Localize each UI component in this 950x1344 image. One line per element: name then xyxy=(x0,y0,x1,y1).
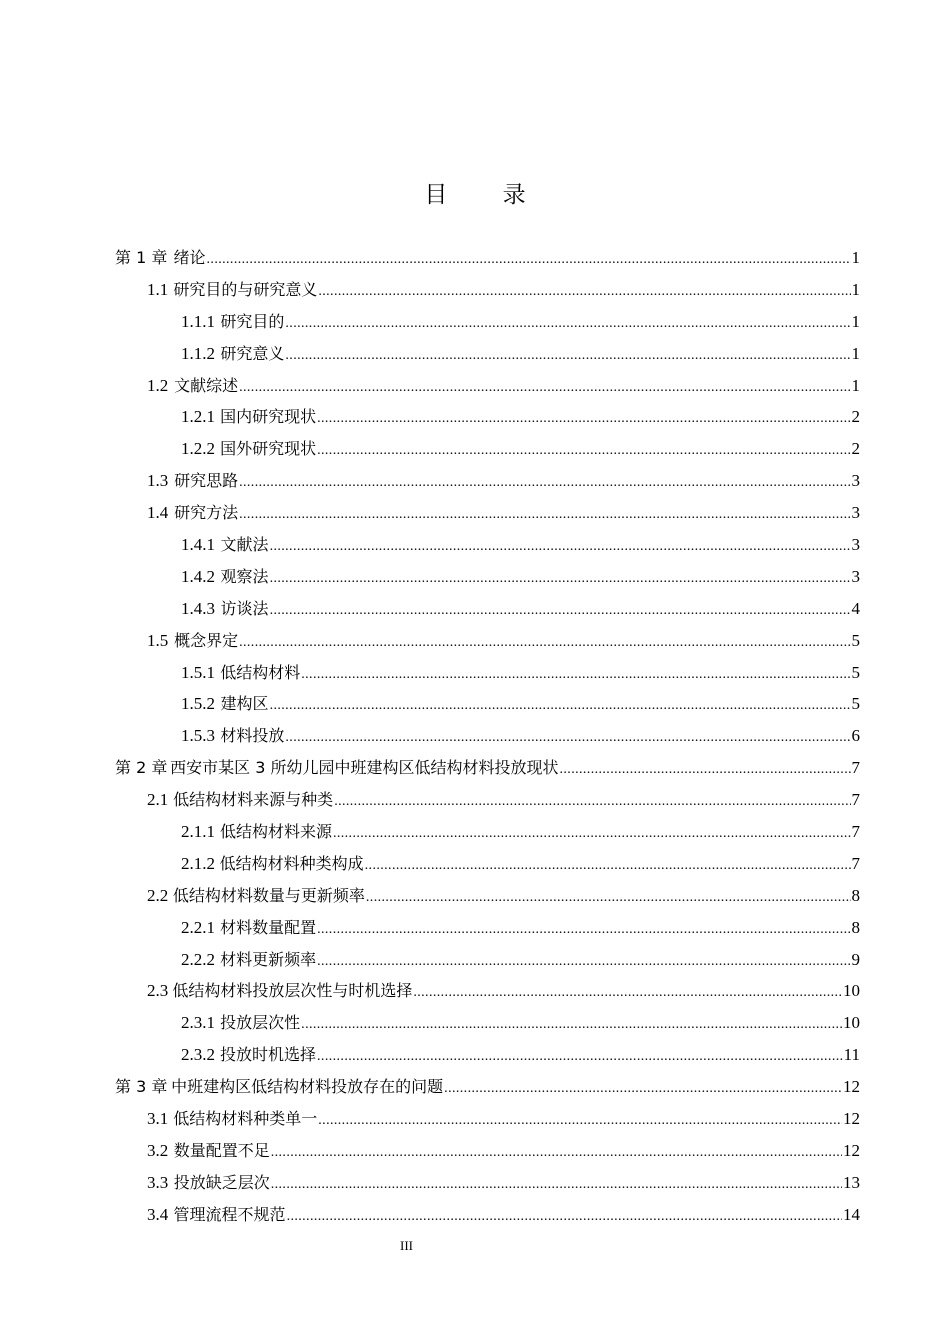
toc-entry-title: 研究目的 xyxy=(220,311,285,331)
toc-dot-leader xyxy=(366,890,851,906)
toc-entry[interactable] xyxy=(115,404,860,436)
toc-dot-leader xyxy=(285,348,850,364)
toc-entry-page: 4 xyxy=(851,598,860,618)
toc-entry-page: 3 xyxy=(851,535,860,555)
page-number: III xyxy=(400,1238,413,1253)
toc-dot-leader xyxy=(365,858,851,874)
toc-entry-number: 1.1 xyxy=(147,279,169,299)
toc-entry[interactable] xyxy=(115,660,860,692)
toc-entry[interactable] xyxy=(115,723,860,755)
toc-entry-page: 1 xyxy=(851,311,860,331)
toc-entry-page: 10 xyxy=(843,1013,860,1033)
toc-dot-leader xyxy=(318,284,850,300)
toc-entry-number: 第 1 章 xyxy=(115,248,168,267)
toc-entry-page: 1 xyxy=(851,248,860,267)
toc-entry[interactable] xyxy=(115,851,860,883)
toc-entry-title: 国外研究现状 xyxy=(220,439,317,459)
toc-dot-leader xyxy=(285,316,850,332)
toc-entry-number: 1.4.1 xyxy=(181,535,215,555)
toc-entry-number: 3.3 xyxy=(147,1172,169,1192)
toc-dot-leader xyxy=(270,539,851,555)
toc-dot-leader xyxy=(285,730,850,746)
toc-entry[interactable] xyxy=(115,468,860,500)
toc-entry-title: 文献法 xyxy=(220,535,269,555)
toc-entry-page: 3 xyxy=(851,566,860,586)
toc-entry-title: 材料更新频率 xyxy=(220,949,317,969)
toc-entry-number: 1.3 xyxy=(147,471,169,491)
toc-entry-title: 研究思路 xyxy=(174,471,239,491)
toc-dot-leader xyxy=(317,922,850,938)
toc-entry-title: 材料数量配置 xyxy=(220,917,317,937)
toc-entry-page: 13 xyxy=(843,1172,860,1192)
toc-dot-leader xyxy=(239,635,850,651)
toc-entry-number: 3.4 xyxy=(147,1204,169,1224)
toc-entry-number: 1.2.1 xyxy=(181,407,215,427)
toc-entry-number: 第 2 章 xyxy=(115,758,168,778)
toc-entry-title: 低结构材料来源与种类 xyxy=(173,790,334,810)
toc-entry-title: 低结构材料种类单一 xyxy=(173,1109,318,1129)
toc-entry-number: 1.5.3 xyxy=(181,726,215,746)
toc-dot-leader xyxy=(271,1145,842,1161)
toc-entry[interactable] xyxy=(115,1042,860,1074)
toc-entry-title: 访谈法 xyxy=(220,598,269,618)
toc-entry[interactable] xyxy=(115,787,860,819)
toc-entry-number: 1.2 xyxy=(147,375,169,395)
toc-dot-leader xyxy=(317,1049,843,1065)
toc-entry-title: 中班建构区低结构材料投放存在的问题 xyxy=(171,1077,444,1097)
toc-entry-title: 投放层次性 xyxy=(220,1013,301,1033)
toc-entry-title: 研究方法 xyxy=(174,503,239,523)
toc-entry-number: 1.5 xyxy=(147,630,169,650)
toc-entry[interactable] xyxy=(115,341,860,373)
toc-entry-title: 研究意义 xyxy=(220,343,285,363)
toc-entry-number: 1.1.2 xyxy=(181,343,215,363)
toc-entry[interactable] xyxy=(115,532,860,564)
toc-entry-page: 12 xyxy=(843,1140,860,1160)
toc-entry-page: 8 xyxy=(851,885,860,905)
toc-entry[interactable] xyxy=(115,1106,860,1138)
toc-entry[interactable] xyxy=(115,1138,860,1170)
toc-entry-number: 2.2.2 xyxy=(181,949,215,969)
toc-entry-number: 2.3.1 xyxy=(181,1013,215,1033)
toc-entry-number: 第 3 章 xyxy=(115,1077,168,1097)
toc-entry-page: 7 xyxy=(851,853,860,873)
toc-entry[interactable] xyxy=(115,819,860,851)
toc-entry[interactable] xyxy=(115,915,860,947)
toc-dot-leader xyxy=(444,1081,842,1097)
toc-entry[interactable] xyxy=(115,1010,860,1042)
toc-dot-leader xyxy=(413,985,842,1001)
toc-entry-number: 3.2 xyxy=(147,1140,169,1160)
toc-dot-leader xyxy=(301,667,850,683)
toc-entry-title: 概念界定 xyxy=(174,630,239,650)
toc-entry-number: 1.5.2 xyxy=(181,694,215,714)
toc-entry[interactable] xyxy=(115,373,860,405)
toc-entry-page: 5 xyxy=(851,630,860,650)
toc-entry[interactable] xyxy=(115,691,860,723)
toc-entry-title: 低结构材料来源 xyxy=(219,822,332,842)
toc-entry-page: 12 xyxy=(843,1109,860,1129)
toc-entry-page: 2 xyxy=(851,407,860,427)
toc-dot-leader xyxy=(317,443,850,459)
toc-entry-page: 3 xyxy=(851,503,860,523)
toc-entry-page: 7 xyxy=(851,790,860,810)
toc-entry-title: 低结构材料种类构成 xyxy=(219,853,364,873)
toc-entry-title: 文献综述 xyxy=(174,375,239,395)
toc-dot-leader xyxy=(334,794,850,810)
toc-entry-number: 1.4.2 xyxy=(181,566,215,586)
toc-entry-title: 建构区 xyxy=(220,694,269,714)
toc-entry-title: 投放缺乏层次 xyxy=(173,1172,270,1192)
toc-entry-page: 8 xyxy=(851,917,860,937)
toc-entry[interactable] xyxy=(115,309,860,341)
toc-entry[interactable] xyxy=(115,564,860,596)
toc-entry-title: 观察法 xyxy=(220,566,269,586)
toc-entry-title: 材料投放 xyxy=(220,726,285,746)
toc-entry[interactable] xyxy=(115,947,860,979)
toc-entry-page: 6 xyxy=(851,726,860,746)
toc-entry[interactable] xyxy=(115,436,860,468)
toc-entry-number: 2.1.2 xyxy=(181,853,215,873)
toc-entry[interactable] xyxy=(115,1170,860,1202)
toc-dot-leader xyxy=(317,411,850,427)
toc-entry-title: 绪论 xyxy=(173,248,206,267)
toc-entry-page: 1 xyxy=(851,279,860,299)
toc-entry[interactable] xyxy=(115,978,860,1010)
toc-entry[interactable] xyxy=(115,500,860,532)
toc-dot-leader xyxy=(270,603,851,619)
toc-entry-title: 国内研究现状 xyxy=(220,407,317,427)
toc-entry-page: 9 xyxy=(851,949,860,969)
toc-entry[interactable] xyxy=(115,1202,860,1234)
toc-entry-page: 5 xyxy=(851,694,860,714)
toc-entry-number: 3.1 xyxy=(147,1109,169,1129)
toc-entry-page: 5 xyxy=(851,662,860,682)
toc-entry-number: 1.4.3 xyxy=(181,598,215,618)
toc-dot-leader xyxy=(239,507,850,523)
toc-entry[interactable] xyxy=(115,1074,860,1106)
toc-entry-number: 1.4 xyxy=(147,503,169,523)
toc-entry-number: 1.5.1 xyxy=(181,662,215,682)
toc-entry[interactable] xyxy=(115,596,860,628)
toc-entry-page: 2 xyxy=(851,439,860,459)
toc-dot-leader xyxy=(333,826,851,842)
toc-entry-number: 1.1.1 xyxy=(181,311,215,331)
toc-entry-title: 低结构材料数量与更新频率 xyxy=(172,885,365,905)
toc-entry-page: 10 xyxy=(843,981,860,1001)
toc-dot-leader xyxy=(270,571,851,587)
toc-entry-number: 2.3 xyxy=(147,981,169,1001)
table-of-contents xyxy=(115,245,860,1234)
toc-entry-page: 12 xyxy=(843,1077,860,1097)
toc-entry[interactable] xyxy=(115,628,860,660)
toc-entry-title: 西安市某区 3 所幼儿园中班建构区低结构材料投放现状 xyxy=(170,758,559,778)
toc-entry-title: 管理流程不规范 xyxy=(173,1204,286,1224)
toc-entry-page: 1 xyxy=(851,375,860,395)
toc-entry[interactable] xyxy=(115,755,860,787)
toc-dot-leader xyxy=(317,954,850,970)
toc-dot-leader xyxy=(287,1209,842,1225)
toc-entry-number: 1.2.2 xyxy=(181,439,215,459)
toc-dot-leader xyxy=(239,475,850,491)
toc-entry-number: 2.2 xyxy=(147,885,169,905)
toc-dot-leader xyxy=(207,252,851,268)
toc-entry-number: 2.3.2 xyxy=(181,1045,215,1065)
toc-entry-number: 2.1.1 xyxy=(181,822,215,842)
toc-dot-leader xyxy=(271,1177,842,1193)
toc-dot-leader xyxy=(301,1017,842,1033)
toc-entry-page: 7 xyxy=(851,822,860,842)
toc-entry-title: 研究目的与研究意义 xyxy=(173,279,318,299)
toc-entry-title: 低结构材料投放层次性与时机选择 xyxy=(172,981,413,1001)
toc-entry-page: 1 xyxy=(851,343,860,363)
toc-entry-page: 11 xyxy=(843,1045,860,1065)
toc-entry-number: 2.1 xyxy=(147,790,169,810)
toc-entry-page: 14 xyxy=(843,1204,860,1224)
toc-entry[interactable] xyxy=(115,883,860,915)
toc-entry[interactable] xyxy=(115,245,860,277)
toc-entry-page: 7 xyxy=(851,758,860,778)
toc-entry-title: 数量配置不足 xyxy=(173,1140,270,1160)
toc-entry-title: 投放时机选择 xyxy=(220,1045,317,1065)
toc-dot-leader xyxy=(318,1113,842,1129)
toc-entry-title: 低结构材料 xyxy=(220,662,301,682)
page-title: 目 录 xyxy=(424,182,550,208)
toc-dot-leader xyxy=(239,380,850,396)
toc-entry-page: 3 xyxy=(851,471,860,491)
toc-dot-leader xyxy=(560,762,851,778)
toc-entry[interactable] xyxy=(115,277,860,309)
toc-dot-leader xyxy=(270,698,851,714)
toc-entry-number: 2.2.1 xyxy=(181,917,215,937)
